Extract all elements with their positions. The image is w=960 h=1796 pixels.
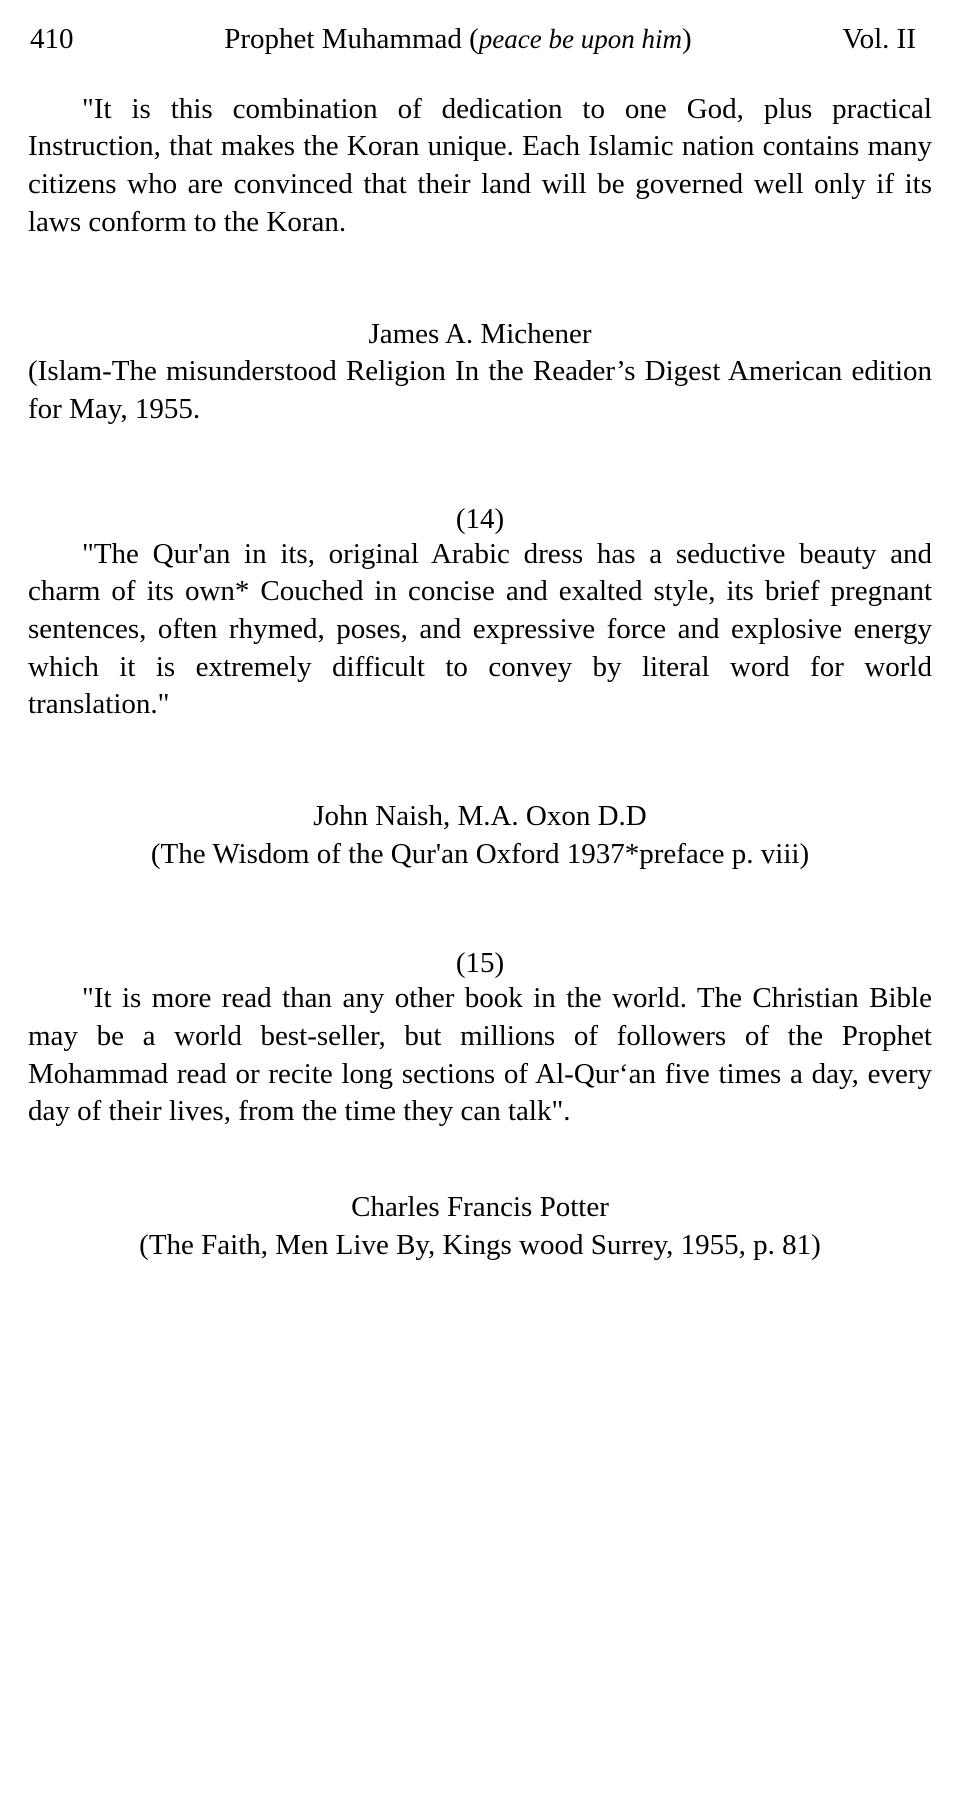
quote-number-15: (15) bbox=[455, 947, 505, 980]
running-title-close: ) bbox=[681, 23, 692, 55]
page-number: 410 bbox=[30, 23, 74, 55]
quote-source-naish: (The Wisdom of the Qur'an Oxford 1937*preface p. viii) bbox=[150, 837, 810, 870]
quote-source-michener: (Islam-The misunderstood Religion In the Reader’s Digest American edition for May, 1955. bbox=[28, 355, 932, 425]
spacer bbox=[28, 1131, 932, 1189]
quote-text-michener: "It is this combination of dedication to one God, plus practical Instruction, that makes the Koran unique. Each Islamic nation contains many citizens who are convinced that their land will be governed well only if its laws conform to the Koran. bbox=[28, 92, 932, 238]
running-title-italic: peace be upon him bbox=[478, 24, 682, 54]
volume-label: Vol. II bbox=[842, 23, 916, 55]
running-title bbox=[74, 22, 843, 57]
quote-number-14: (14) bbox=[455, 502, 505, 535]
quote-author-naish: John Naish, M.A. Oxon D.D bbox=[313, 800, 647, 833]
quote-author-michener: James A. Michener bbox=[368, 317, 592, 350]
quote-text-potter: "It is more read than any other book in the world. The Christian Bible may be a world best-seller, but millions of followers of the Prophet Mohammad read or recite long sections of Al-Qur‘an five times a day, every day of their lives, from the time they can talk". bbox=[28, 982, 932, 1128]
spacer bbox=[28, 429, 932, 503]
quote-text-naish: "The Qur'an in its, original Arabic dress has a seductive beauty and charm of its own* Couched in concise and exalted style, its brief pregnant sentences, often rhymed, poses, and expressive force and explosive energy which it is extremely difficult to convey by literal word for world translation." bbox=[28, 537, 932, 721]
quote-source-potter: (The Faith, Men Live By, Kings wood Surrey, 1955, p. 81) bbox=[139, 1228, 821, 1261]
spacer bbox=[28, 724, 932, 798]
running-title-main: Prophet Muhammad ( bbox=[224, 23, 479, 55]
spacer bbox=[28, 873, 932, 947]
page-header bbox=[28, 22, 932, 57]
spacer bbox=[28, 242, 932, 316]
quote-author-potter: Charles Francis Potter bbox=[351, 1191, 609, 1224]
